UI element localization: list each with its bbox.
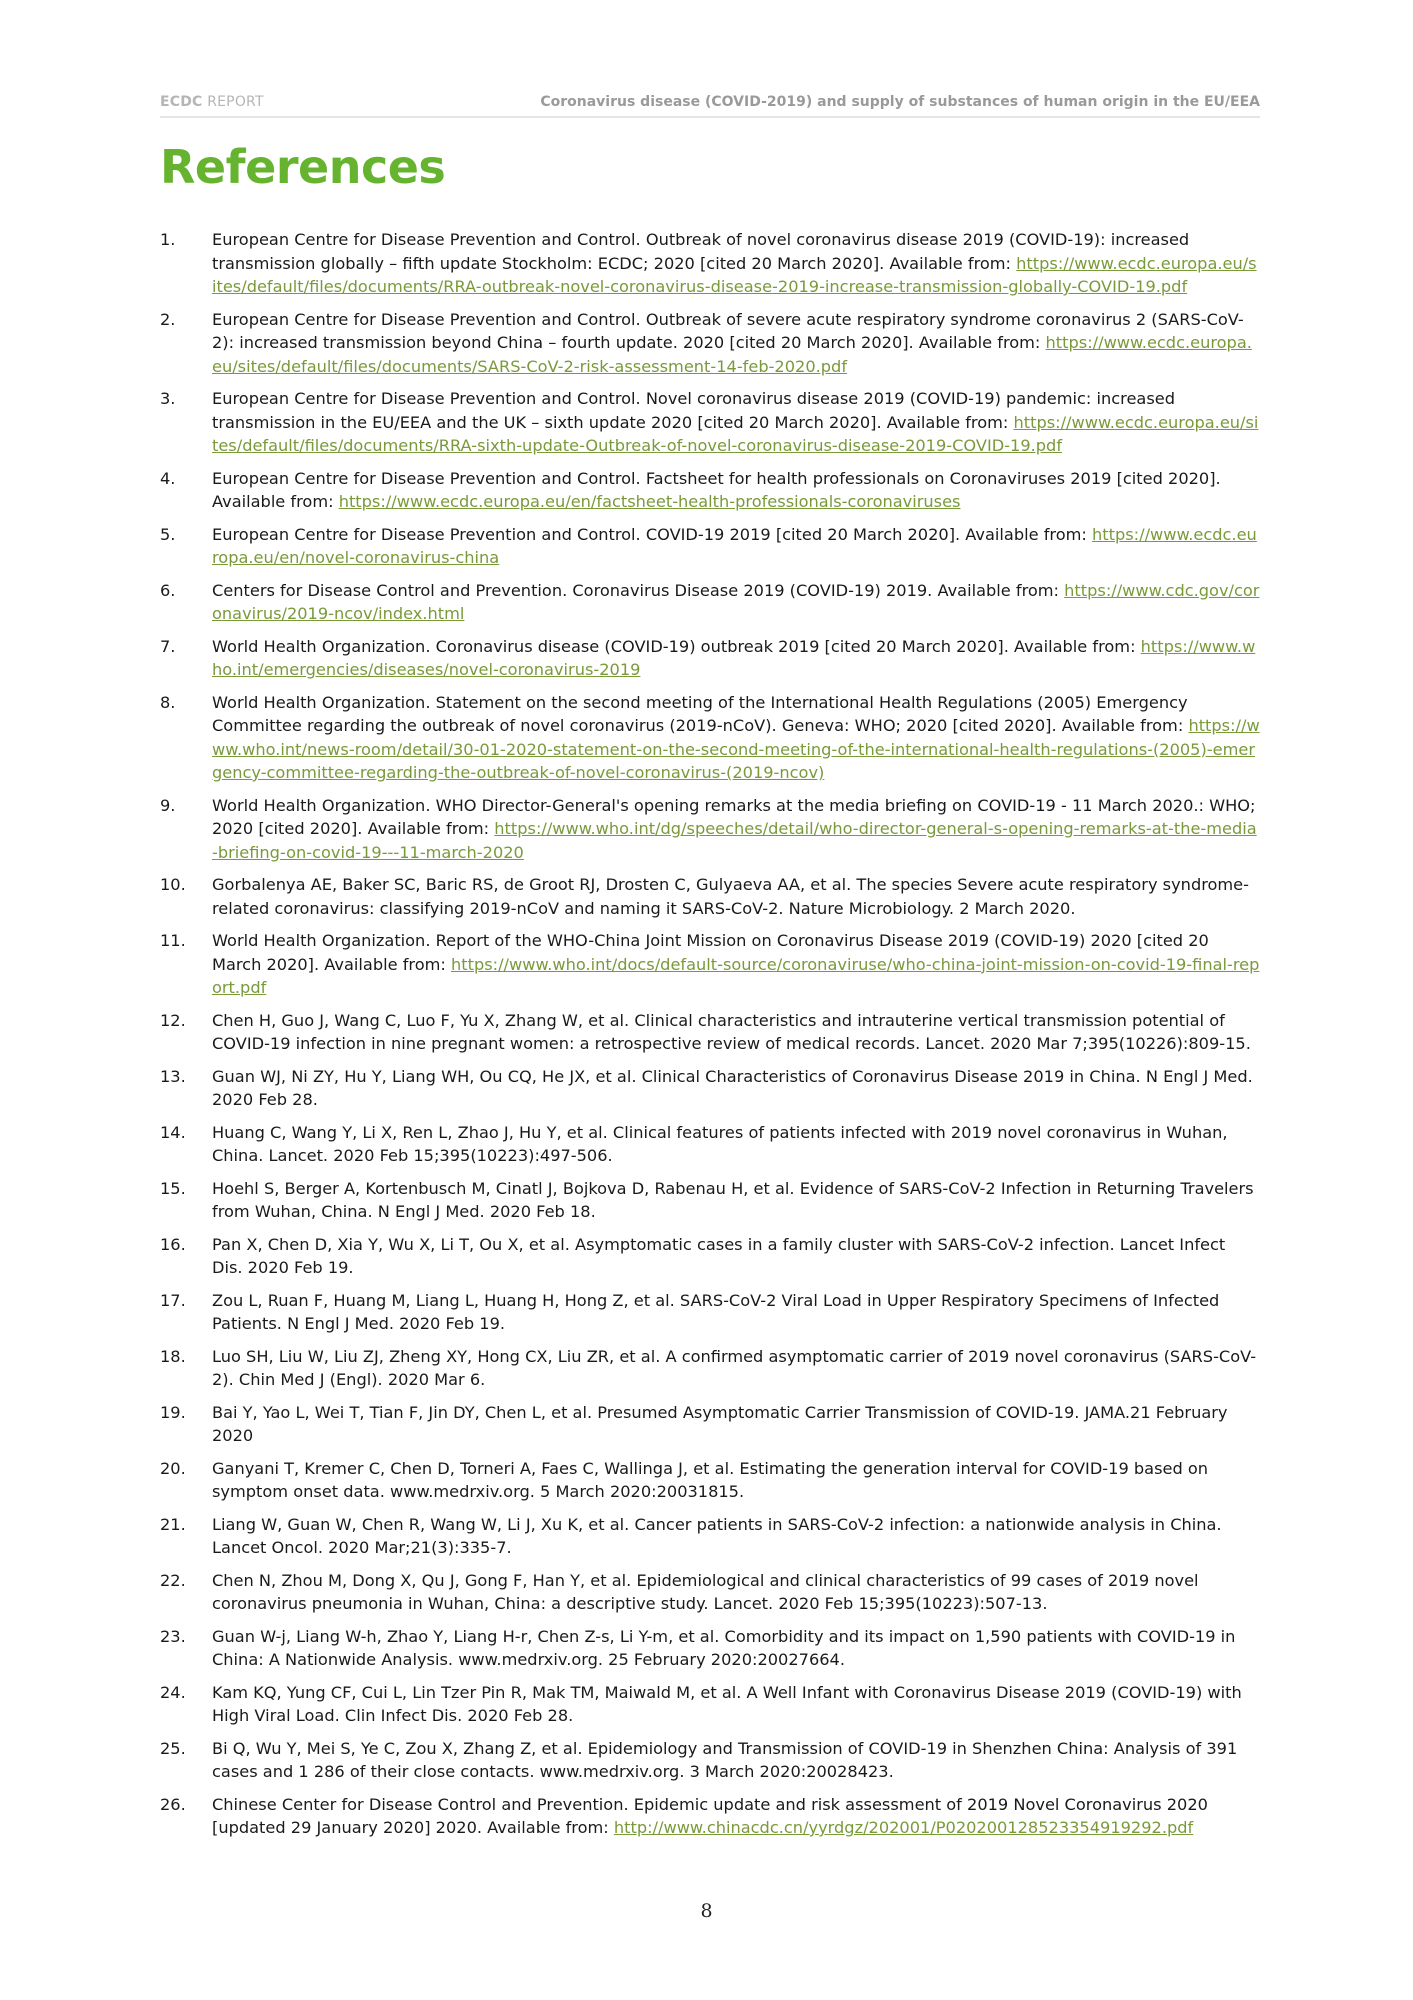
reference-text: Chen H, Guo J, Wang C, Luo F, Yu X, Zhang W, et al. Clinical characteristics and intrauterine vertical transmission potential of COVID-19 infection in nine pregnant women: a retrospective review of medical records. Lancet. 2020 Mar 7;395(10226):809-15. [212, 1010, 1251, 1053]
reference-number: 18. [160, 1346, 186, 1366]
reference-item [160, 1401, 1260, 1448]
reference-number: 7. [160, 636, 176, 656]
reference-number: 9. [160, 795, 176, 815]
reference-link[interactable]: https://www.who.int/emergencies/diseases/novel-coronavirus-2019 [212, 636, 1256, 679]
reference-text: European Centre for Disease Prevention and Control. Novel coronavirus disease 2019 (COVID-19) pandemic: increased transmission in the EU/EEA and the UK – sixth update 2020 [cited 20 March 2020]. Available from: [212, 389, 1175, 432]
running-header [160, 92, 1260, 118]
reference-item [160, 523, 1260, 570]
reference-text: European Centre for Disease Prevention and Control. COVID-19 2019 [cited 20 March 2020]. Available from: [212, 524, 1092, 544]
reference-item [160, 387, 1260, 458]
reference-number: 14. [160, 1122, 186, 1142]
reference-number: 15. [160, 1178, 186, 1198]
reference-item [160, 308, 1260, 379]
reference-number: 1. [160, 230, 176, 249]
reference-item [160, 1625, 1260, 1672]
reference-link[interactable]: https://www.who.int/news-room/detail/30-01-2020-statement-on-the-second-meeting-of-the-international-health-regulations-(2005)-emergency-committee-regarding-the-outbreak-of-novel-coronavirus-(2019-ncov) [212, 716, 1260, 782]
reference-item [160, 1737, 1260, 1784]
reference-text: World Health Organization. Report of the WHO-China Joint Mission on Coronavirus Disease 2019 (COVID-19) 2020 [cited 20 March 2020]. Available from: [212, 931, 1209, 974]
reference-number: 20. [160, 1458, 186, 1478]
reference-number: 24. [160, 1682, 186, 1702]
reference-item [160, 1009, 1260, 1056]
reference-text: World Health Organization. Statement on the second meeting of the International Health Regulations (2005) Emergency Committee regarding the outbreak of novel coronavirus (2019-nCoV). Geneva: WHO; 2020 [cited 2020]. Available from: [212, 692, 1189, 735]
reference-item [160, 1457, 1260, 1504]
reference-item [160, 1345, 1260, 1392]
reference-item [160, 1289, 1260, 1336]
reference-number: 21. [160, 1514, 186, 1534]
reference-number: 11. [160, 931, 186, 950]
reference-text: Liang W, Guan W, Chen R, Wang W, Li J, Xu K, et al. Cancer patients in SARS-CoV-2 infection: a nationwide analysis in China. Lancet Oncol. 2020 Mar;21(3):335-7. [212, 1514, 1222, 1557]
header-doc-title: Coronavirus disease (COVID-2019) and supply of substances of human origin in the EU/EEA [540, 94, 1260, 110]
header-brand-rest: REPORT [202, 94, 264, 110]
header-brand [160, 94, 264, 110]
reference-number: 3. [160, 389, 176, 408]
reference-text: Zou L, Ruan F, Huang M, Liang L, Huang H, Hong Z, et al. SARS-CoV-2 Viral Load in Upper Respiratory Specimens of Infected Patients. N Engl J Med. 2020 Feb 19. [212, 1290, 1220, 1333]
reference-item [160, 691, 1260, 785]
reference-text: European Centre for Disease Prevention and Control. Factsheet for health professionals on Coronaviruses 2019 [cited 2020]. Available from: [212, 468, 1221, 511]
reference-text: Guan WJ, Ni ZY, Hu Y, Liang WH, Ou CQ, He JX, et al. Clinical Characteristics of Coronavirus Disease 2019 in China. N Engl J Med. 2020 Feb 28. [212, 1066, 1253, 1109]
reference-text: World Health Organization. Coronavirus disease (COVID-19) outbreak 2019 [cited 20 March 2020]. Available from: [212, 636, 1141, 656]
reference-number: 6. [160, 580, 176, 600]
reference-link[interactable]: https://www.cdc.gov/coronavirus/2019-ncov/index.html [212, 580, 1260, 623]
reference-text: Hoehl S, Berger A, Kortenbusch M, Cinatl J, Bojkova D, Rabenau H, et al. Evidence of SARS-CoV-2 Infection in Returning Travelers from Wuhan, China. N Engl J Med. 2020 Feb 18. [212, 1178, 1254, 1221]
reference-text: World Health Organization. WHO Director-General's opening remarks at the media briefing on COVID-19 - 11 March 2020.: WHO; 2020 [cited 2020]. Available from: [212, 795, 1256, 838]
reference-item [160, 1177, 1260, 1224]
reference-text: Huang C, Wang Y, Li X, Ren L, Zhao J, Hu Y, et al. Clinical features of patients infected with 2019 novel coronavirus in Wuhan, China. Lancet. 2020 Feb 15;395(10223):497-506. [212, 1122, 1228, 1165]
reference-item [160, 1569, 1260, 1616]
header-brand-bold: ECDC [160, 94, 203, 110]
page-title: References [160, 140, 446, 194]
reference-text: Luo SH, Liu W, Liu ZJ, Zheng XY, Hong CX, Liu ZR, et al. A confirmed asymptomatic carrier of 2019 novel coronavirus (SARS-CoV-2). Chin Med J (Engl). 2020 Mar 6. [212, 1346, 1257, 1389]
reference-item [160, 467, 1260, 514]
page-number: 8 [700, 1900, 713, 1922]
reference-number: 16. [160, 1234, 186, 1254]
reference-item [160, 794, 1260, 865]
reference-number: 4. [160, 468, 176, 488]
reference-number: 2. [160, 309, 176, 329]
reference-number: 26. [160, 1794, 186, 1814]
reference-item [160, 1121, 1260, 1168]
reference-link[interactable]: https://www.who.int/dg/speeches/detail/who-director-general-s-opening-remarks-at-the-media-briefing-on-covid-19---11-march-2020 [212, 819, 1257, 862]
reference-item [160, 1793, 1260, 1840]
reference-number: 10. [160, 875, 186, 894]
reference-text: Bai Y, Yao L, Wei T, Tian F, Jin DY, Chen L, et al. Presumed Asymptomatic Carrier Transmission of COVID-19. JAMA.21 February 2020 [212, 1402, 1228, 1445]
reference-text: Pan X, Chen D, Xia Y, Wu X, Li T, Ou X, et al. Asymptomatic cases in a family cluster with SARS-CoV-2 infection. Lancet Infect Dis. 2020 Feb 19. [212, 1234, 1226, 1277]
reference-text: European Centre for Disease Prevention and Control. Outbreak of novel coronavirus disease 2019 (COVID-19): increased transmission globally – fifth update Stockholm: ECDC; 2020 [cited 20 March 2020]. Available from: [212, 230, 1190, 273]
reference-item [160, 929, 1260, 1000]
reference-text: Chen N, Zhou M, Dong X, Qu J, Gong F, Han Y, et al. Epidemiological and clinical characteristics of 99 cases of 2019 novel coronavirus pneumonia in Wuhan, China: a descriptive study. Lancet. 2020 Feb 15;395(10223):507-13. [212, 1570, 1199, 1613]
reference-link[interactable]: https://www.ecdc.europa.eu/sites/default/files/documents/RRA-outbreak-novel-coronavirus-disease-2019-increase-transmission-globally-COVID-19.pdf [212, 253, 1257, 296]
reference-text: Ganyani T, Kremer C, Chen D, Torneri A, Faes C, Wallinga J, et al. Estimating the generation interval for COVID-19 based on symptom onset data. www.medrxiv.org. 5 March 2020:20031815. [212, 1458, 1209, 1501]
reference-number: 8. [160, 692, 176, 712]
reference-text: Centers for Disease Control and Prevention. Coronavirus Disease 2019 (COVID-19) 2019. Available from: [212, 580, 1065, 600]
reference-item [160, 579, 1260, 626]
reference-item [160, 1065, 1260, 1112]
reference-text: Chinese Center for Disease Control and Prevention. Epidemic update and risk assessment of 2019 Novel Coronavirus 2020 [updated 29 January 2020] 2020. Available from: [212, 1794, 1208, 1837]
reference-number: 12. [160, 1010, 186, 1030]
reference-number: 22. [160, 1570, 186, 1590]
reference-text: Kam KQ, Yung CF, Cui L, Lin Tzer Pin R, Mak TM, Maiwald M, et al. A Well Infant with Coronavirus Disease 2019 (COVID-19) with High Viral Load. Clin Infect Dis. 2020 Feb 28. [212, 1682, 1242, 1725]
reference-item [160, 1513, 1260, 1560]
reference-number: 5. [160, 524, 176, 544]
reference-text: Bi Q, Wu Y, Mei S, Ye C, Zou X, Zhang Z, et al. Epidemiology and Transmission of COVID-19 in Shenzhen China: Analysis of 391 cases and 1 286 of their close contacts. www.medrxiv.org. 3 March 2020:20028423. [212, 1738, 1238, 1781]
reference-text: Gorbalenya AE, Baker SC, Baric RS, de Groot RJ, Drosten C, Gulyaeva AA, et al. The species Severe acute respiratory syndrome-related coronavirus: classifying 2019-nCoV and naming it SARS-CoV-2. Nature Microbiology. 2 March 2020. [212, 875, 1249, 918]
reference-link[interactable]: https://www.ecdc.europa.eu/en/factsheet-health-professionals-coronaviruses [338, 492, 961, 511]
reference-item [160, 873, 1260, 920]
reference-item [160, 1233, 1260, 1280]
reference-item [160, 1681, 1260, 1728]
reference-link[interactable]: https://www.ecdc.europa.eu/sites/default/files/documents/SARS-CoV-2-risk-assessment-14-feb-2020.pdf [212, 333, 1252, 376]
reference-item [160, 228, 1260, 299]
reference-link[interactable]: https://www.who.int/docs/default-source/coronaviruse/who-china-joint-mission-on-covid-19-final-report.pdf [212, 954, 1260, 997]
reference-item [160, 635, 1260, 682]
reference-list [160, 228, 1260, 1849]
reference-link[interactable]: https://www.ecdc.europa.eu/en/novel-coronavirus-china [212, 524, 1257, 567]
reference-link[interactable]: http://www.chinacdc.cn/yyrdgz/202001/P020200128523354919292.pdf [613, 1818, 1194, 1837]
reference-link[interactable]: https://www.ecdc.europa.eu/sites/default/files/documents/RRA-sixth-update-Outbreak-of-novel-coronavirus-disease-2019-COVID-19.pdf [212, 412, 1259, 455]
reference-number: 19. [160, 1402, 186, 1422]
reference-number: 13. [160, 1066, 186, 1086]
reference-number: 23. [160, 1626, 186, 1646]
reference-number: 17. [160, 1290, 186, 1310]
reference-text: Guan W-j, Liang W-h, Zhao Y, Liang H-r, Chen Z-s, Li Y-m, et al. Comorbidity and its impact on 1,590 patients with COVID-19 in China: A Nationwide Analysis. www.medrxiv.org. 25 February 2020:20027664. [212, 1626, 1236, 1669]
reference-text: European Centre for Disease Prevention and Control. Outbreak of severe acute respiratory syndrome coronavirus 2 (SARS-CoV-2): increased transmission beyond China – fourth update. 2020 [cited 20 March 2020]. Available from: [212, 309, 1244, 352]
reference-number: 25. [160, 1738, 186, 1758]
